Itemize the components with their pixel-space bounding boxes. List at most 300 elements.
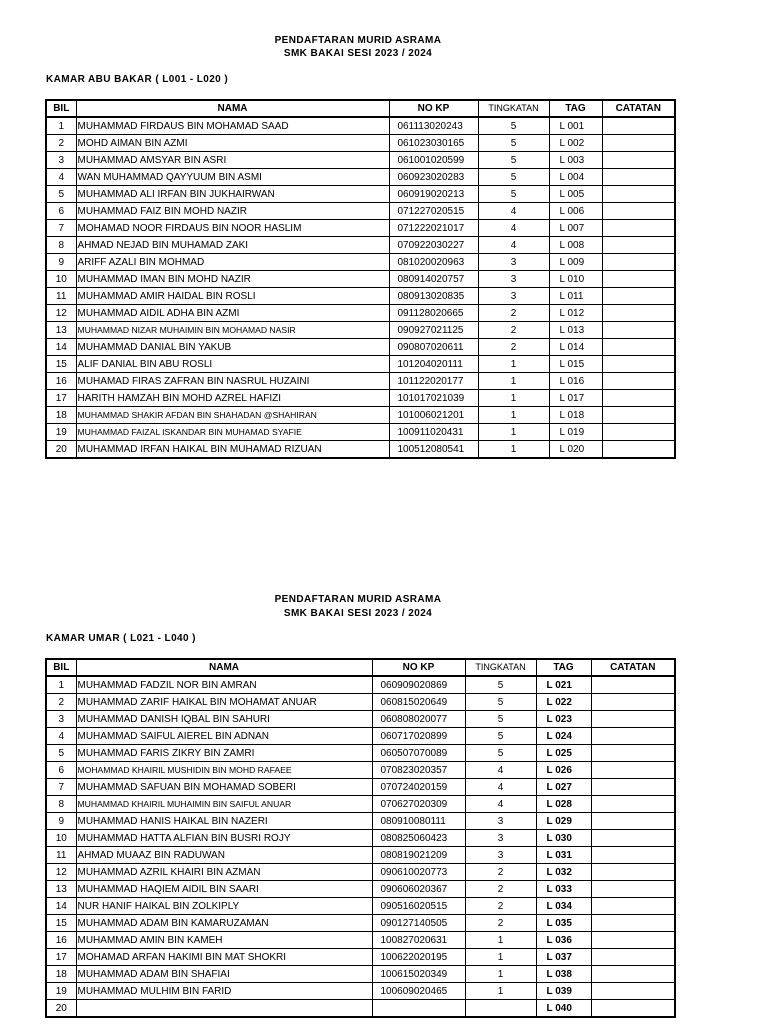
cell-bil: 2 — [46, 135, 76, 152]
cell-tingkatan: 2 — [465, 898, 536, 915]
cell-tingkatan: 1 — [465, 932, 536, 949]
kamar-heading: KAMAR UMAR ( L021 - L040 ) — [46, 633, 196, 644]
cell-tag: L 030 — [536, 830, 591, 847]
cell-no-kp: 080819021209 — [372, 847, 465, 864]
cell-tag: L 020 — [549, 441, 602, 459]
cell-tag: L 040 — [536, 1000, 591, 1018]
cell-bil: 14 — [46, 339, 76, 356]
cell-tag: L 012 — [549, 305, 602, 322]
cell-nama: MUHAMMAD ALI IRFAN BIN JUKHAIRWAN — [76, 186, 389, 203]
cell-nama: MUHAMMAD DANISH IQBAL BIN SAHURI — [76, 711, 372, 728]
cell-tag: L 028 — [536, 796, 591, 813]
cell-bil: 16 — [46, 373, 76, 390]
cell-tag: L 026 — [536, 762, 591, 779]
cell-bil: 2 — [46, 694, 76, 711]
cell-no-kp: 060923020283 — [389, 169, 478, 186]
header-no-kp: NO KP — [372, 659, 465, 676]
cell-no-kp: 091128020665 — [389, 305, 478, 322]
cell-bil: 10 — [46, 830, 76, 847]
table-header-row — [46, 659, 675, 676]
cell-bil: 15 — [46, 915, 76, 932]
cell-no-kp: 101006021201 — [389, 407, 478, 424]
cell-tingkatan: 5 — [478, 169, 549, 186]
cell-tingkatan: 5 — [465, 745, 536, 762]
cell-catatan — [602, 373, 675, 390]
cell-no-kp: 090606020367 — [372, 881, 465, 898]
header-nama: NAMA — [76, 100, 389, 117]
cell-no-kp: 070823020357 — [372, 762, 465, 779]
cell-bil: 9 — [46, 813, 76, 830]
cell-tingkatan: 1 — [478, 373, 549, 390]
cell-nama: MUHAMMAD MULHIM BIN FARID — [76, 983, 372, 1000]
cell-catatan — [602, 356, 675, 373]
cell-nama: AHMAD MUAAZ BIN RADUWAN — [76, 847, 372, 864]
cell-bil: 8 — [46, 237, 76, 254]
cell-bil: 10 — [46, 271, 76, 288]
cell-tingkatan: 1 — [465, 949, 536, 966]
cell-catatan — [591, 983, 675, 1000]
cell-tag: L 004 — [549, 169, 602, 186]
table-row — [46, 949, 675, 966]
cell-tingkatan: 5 — [478, 117, 549, 135]
cell-tingkatan: 2 — [478, 322, 549, 339]
cell-tingkatan: 4 — [465, 796, 536, 813]
cell-bil: 7 — [46, 220, 76, 237]
cell-nama: MUHAMMAD HANIS HAIKAL BIN NAZERI — [76, 813, 372, 830]
table-row — [46, 373, 675, 390]
table-row — [46, 322, 675, 339]
cell-catatan — [591, 796, 675, 813]
cell-nama: MUHAMMAD FIRDAUS BIN MOHAMAD SAAD — [76, 117, 389, 135]
cell-catatan — [591, 694, 675, 711]
table-row — [46, 288, 675, 305]
cell-tag: L 016 — [549, 373, 602, 390]
cell-catatan — [591, 881, 675, 898]
table-row — [46, 847, 675, 864]
cell-catatan — [602, 237, 675, 254]
cell-nama: MUHAMMAD ZARIF HAIKAL BIN MOHAMAT ANUAR — [76, 694, 372, 711]
cell-tag: L 035 — [536, 915, 591, 932]
cell-tingkatan: 1 — [478, 390, 549, 407]
cell-no-kp: 060717020899 — [372, 728, 465, 745]
cell-tag: L 025 — [536, 745, 591, 762]
cell-bil: 18 — [46, 966, 76, 983]
cell-no-kp: 090127140505 — [372, 915, 465, 932]
cell-no-kp: 080913020835 — [389, 288, 478, 305]
kamar-heading: KAMAR ABU BAKAR ( L001 - L020 ) — [46, 74, 229, 85]
cell-catatan — [602, 186, 675, 203]
cell-tingkatan: 3 — [465, 847, 536, 864]
cell-no-kp: 070627020309 — [372, 796, 465, 813]
cell-catatan — [591, 898, 675, 915]
cell-no-kp: 100609020465 — [372, 983, 465, 1000]
table-row — [46, 186, 675, 203]
cell-nama: MUHAMMAD AZRIL KHAIRI BIN AZMAN — [76, 864, 372, 881]
cell-tingkatan: 1 — [478, 424, 549, 441]
cell-tingkatan: 4 — [478, 203, 549, 220]
cell-tag: L 015 — [549, 356, 602, 373]
cell-bil: 8 — [46, 796, 76, 813]
cell-tingkatan: 4 — [465, 762, 536, 779]
cell-tag: L 038 — [536, 966, 591, 983]
cell-no-kp: 060507070089 — [372, 745, 465, 762]
cell-tingkatan: 5 — [478, 152, 549, 169]
cell-nama: MUHAMMAD ADAM BIN KAMARUZAMAN — [76, 915, 372, 932]
cell-nama: MUHAMMAD AMIN BIN KAMEH — [76, 932, 372, 949]
table-row — [46, 220, 675, 237]
table-row — [46, 152, 675, 169]
cell-no-kp: 061113020243 — [389, 117, 478, 135]
table-row — [46, 356, 675, 373]
cell-tingkatan — [465, 1000, 536, 1018]
table-row — [46, 983, 675, 1000]
cell-bil: 14 — [46, 898, 76, 915]
cell-catatan — [591, 676, 675, 694]
cell-bil: 15 — [46, 356, 76, 373]
cell-catatan — [602, 220, 675, 237]
header-tag: TAG — [549, 100, 602, 117]
cell-tingkatan: 3 — [465, 830, 536, 847]
cell-bil: 19 — [46, 983, 76, 1000]
cell-tag: L 011 — [549, 288, 602, 305]
cell-bil: 12 — [46, 305, 76, 322]
cell-tag: L 018 — [549, 407, 602, 424]
cell-nama: AHMAD NEJAD BIN MUHAMAD ZAKI — [76, 237, 389, 254]
table-row — [46, 254, 675, 271]
cell-no-kp: 061001020599 — [389, 152, 478, 169]
cell-tag: L 039 — [536, 983, 591, 1000]
table-row — [46, 830, 675, 847]
cell-nama: MUHAMMAD AMIR HAIDAL BIN ROSLI — [76, 288, 389, 305]
cell-bil: 13 — [46, 881, 76, 898]
cell-tag: L 003 — [549, 152, 602, 169]
cell-catatan — [591, 932, 675, 949]
table-row — [46, 169, 675, 186]
cell-no-kp: 081020020963 — [389, 254, 478, 271]
cell-catatan — [591, 847, 675, 864]
cell-catatan — [602, 288, 675, 305]
table-row — [46, 762, 675, 779]
table-row — [46, 237, 675, 254]
table-row — [46, 271, 675, 288]
cell-nama: MOHAMMAD KHAIRIL MUSHIDIN BIN MOHD RAFAEE — [76, 762, 372, 779]
cell-catatan — [602, 135, 675, 152]
cell-tingkatan: 4 — [478, 220, 549, 237]
cell-no-kp — [372, 1000, 465, 1018]
header-tag: TAG — [536, 659, 591, 676]
table-row — [46, 966, 675, 983]
cell-nama: MUHAMMAD SAIFUL AIEREL BIN ADNAN — [76, 728, 372, 745]
cell-nama: MUHAMMAD NIZAR MUHAIMIN BIN MOHAMAD NASIR — [76, 322, 389, 339]
cell-catatan — [591, 830, 675, 847]
cell-tag: L 033 — [536, 881, 591, 898]
cell-tag: L 021 — [536, 676, 591, 694]
cell-tingkatan: 1 — [478, 407, 549, 424]
header-tingkatan: TINGKATAN — [465, 659, 536, 676]
cell-catatan — [591, 1000, 675, 1018]
cell-no-kp: 101204020111 — [389, 356, 478, 373]
cell-no-kp: 080825060423 — [372, 830, 465, 847]
cell-catatan — [602, 407, 675, 424]
cell-no-kp: 060815020649 — [372, 694, 465, 711]
table-row — [46, 745, 675, 762]
cell-bil: 16 — [46, 932, 76, 949]
table-row — [46, 441, 675, 459]
cell-no-kp: 070922030227 — [389, 237, 478, 254]
document-subtitle: SMK BAKAI SESI 2023 / 2024 — [283, 608, 433, 619]
cell-catatan — [602, 305, 675, 322]
cell-tingkatan: 5 — [465, 694, 536, 711]
cell-bil: 4 — [46, 728, 76, 745]
cell-no-kp: 100911020431 — [389, 424, 478, 441]
cell-tag: L 006 — [549, 203, 602, 220]
cell-nama: MUHAMMAD FAIZAL ISKANDAR BIN MUHAMAD SYAFIE — [76, 424, 389, 441]
cell-tag: L 007 — [549, 220, 602, 237]
table-row — [46, 424, 675, 441]
cell-tingkatan: 1 — [478, 441, 549, 459]
cell-bil: 17 — [46, 949, 76, 966]
cell-nama: ARIFF AZALI BIN MOHMAD — [76, 254, 389, 271]
cell-catatan — [602, 390, 675, 407]
table-row — [46, 305, 675, 322]
cell-nama: MUHAMMAD SHAKIR AFDAN BIN SHAHADAN @SHAHIRAN — [76, 407, 389, 424]
table-row — [46, 339, 675, 356]
cell-no-kp: 061023030165 — [389, 135, 478, 152]
cell-no-kp: 080914020757 — [389, 271, 478, 288]
header-no-kp: NO KP — [389, 100, 478, 117]
cell-no-kp: 060909020869 — [372, 676, 465, 694]
student-table — [45, 658, 676, 1018]
header-nama: NAMA — [76, 659, 372, 676]
table-row — [46, 915, 675, 932]
cell-bil: 3 — [46, 152, 76, 169]
cell-tingkatan: 4 — [465, 779, 536, 796]
cell-bil: 6 — [46, 762, 76, 779]
table-row — [46, 813, 675, 830]
cell-bil: 11 — [46, 847, 76, 864]
student-table — [45, 99, 676, 459]
cell-tag: L 029 — [536, 813, 591, 830]
cell-nama: MUHAMMAD AMSYAR BIN ASRI — [76, 152, 389, 169]
cell-nama — [76, 1000, 372, 1018]
table-row — [46, 881, 675, 898]
cell-catatan — [591, 711, 675, 728]
cell-bil: 17 — [46, 390, 76, 407]
cell-no-kp: 101017021039 — [389, 390, 478, 407]
cell-nama: MUHAMMAD IRFAN HAIKAL BIN MUHAMAD RIZUAN — [76, 441, 389, 459]
cell-catatan — [591, 966, 675, 983]
cell-tag: L 002 — [549, 135, 602, 152]
cell-nama: MUHAMMAD FADZIL NOR BIN AMRAN — [76, 676, 372, 694]
header-catatan: CATATAN — [591, 659, 675, 676]
cell-catatan — [602, 169, 675, 186]
cell-nama: MUHAMMAD AIDIL ADHA BIN AZMI — [76, 305, 389, 322]
cell-nama: MUHAMMAD ADAM BIN SHAFIAI — [76, 966, 372, 983]
cell-nama: MOHD AIMAN BIN AZMI — [76, 135, 389, 152]
cell-catatan — [591, 864, 675, 881]
cell-bil: 1 — [46, 676, 76, 694]
document-title: PENDAFTARAN MURID ASRAMA — [274, 594, 442, 605]
table-row — [46, 390, 675, 407]
cell-tag: L 005 — [549, 186, 602, 203]
cell-catatan — [591, 762, 675, 779]
table-row — [46, 676, 675, 694]
cell-tag: L 031 — [536, 847, 591, 864]
cell-tag: L 019 — [549, 424, 602, 441]
cell-tingkatan: 2 — [478, 339, 549, 356]
cell-catatan — [602, 203, 675, 220]
cell-tag: L 001 — [549, 117, 602, 135]
cell-no-kp: 090927021125 — [389, 322, 478, 339]
table-row — [46, 694, 675, 711]
cell-nama: MOHAMAD NOOR FIRDAUS BIN NOOR HASLIM — [76, 220, 389, 237]
cell-tag: L 036 — [536, 932, 591, 949]
cell-catatan — [591, 949, 675, 966]
cell-nama: MUHAMMAD FARIS ZIKRY BIN ZAMRI — [76, 745, 372, 762]
cell-tingkatan: 2 — [465, 915, 536, 932]
cell-tag: L 013 — [549, 322, 602, 339]
cell-catatan — [602, 441, 675, 459]
cell-tag: L 037 — [536, 949, 591, 966]
cell-tingkatan: 3 — [465, 813, 536, 830]
cell-no-kp: 071222021017 — [389, 220, 478, 237]
cell-tingkatan: 5 — [465, 676, 536, 694]
cell-tingkatan: 1 — [478, 356, 549, 373]
header-tingkatan: TINGKATAN — [478, 100, 549, 117]
cell-no-kp: 100827020631 — [372, 932, 465, 949]
table-row — [46, 711, 675, 728]
cell-bil: 18 — [46, 407, 76, 424]
cell-tingkatan: 3 — [478, 254, 549, 271]
cell-tingkatan: 5 — [465, 711, 536, 728]
cell-no-kp: 090610020773 — [372, 864, 465, 881]
table-row — [46, 779, 675, 796]
cell-catatan — [591, 813, 675, 830]
cell-bil: 11 — [46, 288, 76, 305]
cell-tag: L 024 — [536, 728, 591, 745]
table-row — [46, 407, 675, 424]
cell-tag: L 008 — [549, 237, 602, 254]
cell-bil: 3 — [46, 711, 76, 728]
cell-catatan — [602, 117, 675, 135]
cell-tag: L 022 — [536, 694, 591, 711]
cell-no-kp: 090807020611 — [389, 339, 478, 356]
table-row — [46, 898, 675, 915]
cell-nama: MOHAMAD ARFAN HAKIMI BIN MAT SHOKRI — [76, 949, 372, 966]
table-row — [46, 932, 675, 949]
cell-tingkatan: 2 — [465, 864, 536, 881]
cell-no-kp: 070724020159 — [372, 779, 465, 796]
cell-tingkatan: 3 — [478, 271, 549, 288]
cell-tingkatan: 3 — [478, 288, 549, 305]
cell-catatan — [591, 745, 675, 762]
cell-nama: MUHAMMAD SAFUAN BIN MOHAMAD SOBERI — [76, 779, 372, 796]
cell-bil: 4 — [46, 169, 76, 186]
document-title: PENDAFTARAN MURID ASRAMA — [274, 35, 442, 46]
cell-nama: MUHAMMAD KHAIRIL MUHAIMIN BIN SAIFUL ANUAR — [76, 796, 372, 813]
header-bil: BIL — [46, 100, 76, 117]
cell-bil: 7 — [46, 779, 76, 796]
cell-no-kp: 100615020349 — [372, 966, 465, 983]
table-row — [46, 117, 675, 135]
cell-no-kp: 060919020213 — [389, 186, 478, 203]
cell-tingkatan: 5 — [478, 135, 549, 152]
cell-no-kp: 100512080541 — [389, 441, 478, 459]
cell-no-kp: 101122020177 — [389, 373, 478, 390]
header-bil: BIL — [46, 659, 76, 676]
cell-tag: L 034 — [536, 898, 591, 915]
cell-catatan — [591, 915, 675, 932]
table-row — [46, 135, 675, 152]
cell-tag: L 023 — [536, 711, 591, 728]
cell-nama: MUHAMMAD IMAN BIN MOHD NAZIR — [76, 271, 389, 288]
cell-tag: L 017 — [549, 390, 602, 407]
cell-no-kp: 090516020515 — [372, 898, 465, 915]
cell-tingkatan: 2 — [465, 881, 536, 898]
cell-nama: NUR HANIF HAIKAL BIN ZOLKIPLY — [76, 898, 372, 915]
cell-nama: MUHAMAD FIRAS ZAFRAN BIN NASRUL HUZAINI — [76, 373, 389, 390]
cell-catatan — [591, 779, 675, 796]
cell-bil: 20 — [46, 1000, 76, 1018]
cell-no-kp: 100622020195 — [372, 949, 465, 966]
cell-nama: MUHAMMAD DANIAL BIN YAKUB — [76, 339, 389, 356]
cell-catatan — [602, 152, 675, 169]
cell-nama: MUHAMMAD HATTA ALFIAN BIN BUSRI ROJY — [76, 830, 372, 847]
cell-tingkatan: 1 — [465, 983, 536, 1000]
cell-bil: 20 — [46, 441, 76, 459]
cell-bil: 5 — [46, 745, 76, 762]
cell-nama: MUHAMMAD FAIZ BIN MOHD NAZIR — [76, 203, 389, 220]
table-row — [46, 203, 675, 220]
header-catatan: CATATAN — [602, 100, 675, 117]
cell-catatan — [602, 424, 675, 441]
cell-tag: L 014 — [549, 339, 602, 356]
cell-bil: 19 — [46, 424, 76, 441]
table-row — [46, 864, 675, 881]
cell-catatan — [602, 339, 675, 356]
cell-tag: L 010 — [549, 271, 602, 288]
cell-tingkatan: 2 — [478, 305, 549, 322]
cell-catatan — [602, 271, 675, 288]
cell-bil: 9 — [46, 254, 76, 271]
table-row — [46, 728, 675, 745]
cell-bil: 1 — [46, 117, 76, 135]
cell-catatan — [591, 728, 675, 745]
cell-no-kp: 080910080111 — [372, 813, 465, 830]
cell-bil: 6 — [46, 203, 76, 220]
cell-tag: L 027 — [536, 779, 591, 796]
cell-no-kp: 071227020515 — [389, 203, 478, 220]
table-row — [46, 796, 675, 813]
cell-catatan — [602, 322, 675, 339]
cell-tingkatan: 4 — [478, 237, 549, 254]
cell-bil: 5 — [46, 186, 76, 203]
table-row — [46, 1000, 675, 1018]
cell-nama: WAN MUHAMMAD QAYYUUM BIN ASMI — [76, 169, 389, 186]
cell-tingkatan: 1 — [465, 966, 536, 983]
cell-tag: L 032 — [536, 864, 591, 881]
cell-catatan — [602, 254, 675, 271]
cell-bil: 12 — [46, 864, 76, 881]
cell-no-kp: 060808020077 — [372, 711, 465, 728]
cell-nama: HARITH HAMZAH BIN MOHD AZREL HAFIZI — [76, 390, 389, 407]
cell-nama: ALIF DANIAL BIN ABU ROSLI — [76, 356, 389, 373]
cell-bil: 13 — [46, 322, 76, 339]
cell-tingkatan: 5 — [465, 728, 536, 745]
cell-tag: L 009 — [549, 254, 602, 271]
table-header-row — [46, 100, 675, 117]
cell-nama: MUHAMMAD HAQIEM AIDIL BIN SAARI — [76, 881, 372, 898]
